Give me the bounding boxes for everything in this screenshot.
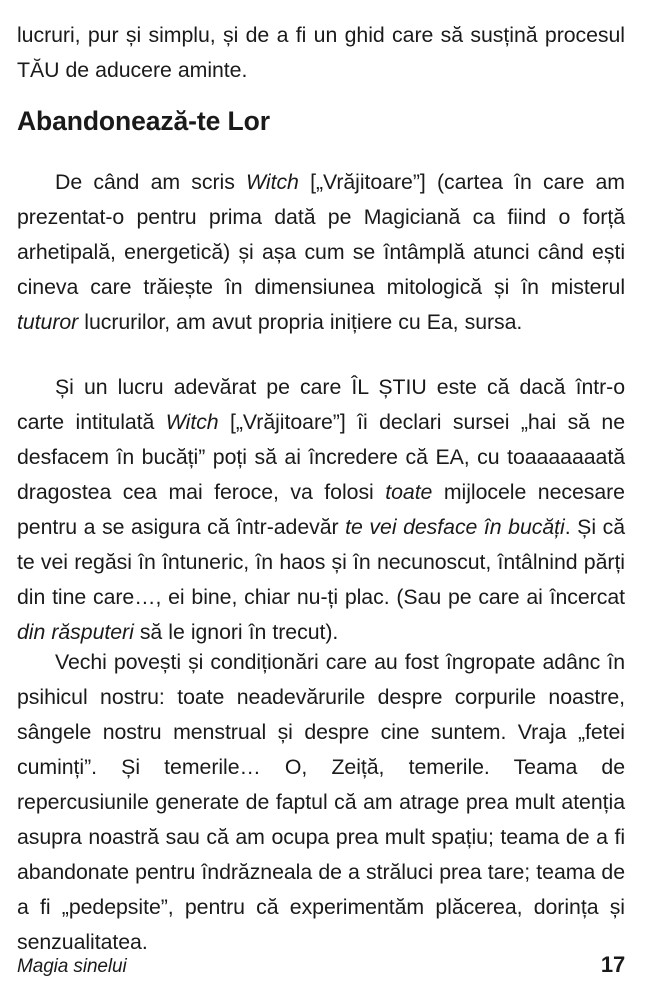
emphasis-text: te vei desface în bucăți: [345, 515, 565, 539]
paragraph-2-block: [17, 370, 625, 650]
continued-paragraph: [17, 18, 625, 88]
paragraph-1-block: [17, 165, 625, 340]
continued-paragraph-block: [17, 18, 625, 88]
body-text: [„Vrăjitoare”] (cartea în care am prezentat-o pentru prima dată pe Magiciană ca fiind o forță arhetipală, energetică) și așa cum se întâmplă atunci când ești cineva care trăiește în dimensiunea mitologică și în misterul: [17, 170, 625, 299]
emphasis-text: toate: [385, 480, 433, 504]
emphasis-text: Witch: [246, 170, 299, 194]
body-text: mijlocele necesare pentru a se asigura că într-adevăr: [17, 480, 625, 539]
section-heading-block: [17, 105, 625, 137]
body-text: [„Vrăjitoare”] îi declari sursei „hai să ne desfacem în bucăți” poți să ai încredere că EA, cu toaaaaaaată dragostea cea mai feroce, va folosi: [17, 410, 625, 504]
body-text: . Și că te vei regăsi în întuneric, în haos și în necunoscut, întâlnind părți din tine care…, ei bine, chiar nu-ți plac. (Sau pe care ai încercat: [17, 515, 626, 609]
page-number: 17: [600, 952, 625, 977]
paragraph-1: [17, 165, 625, 340]
page-footer: [17, 952, 625, 978]
emphasis-text: Witch: [165, 410, 219, 434]
paragraph-2: [17, 370, 625, 650]
section-heading: Abandonează-te Lor: [17, 106, 270, 136]
body-text: lucruri, pur și simplu, și de a fi un ghid care să susțină procesul TĂU de aducere aminte.: [17, 23, 625, 82]
emphasis-text: din răsputeri: [17, 620, 134, 644]
paragraph-3: [17, 645, 625, 960]
body-text: lucrurilor, am avut propria inițiere cu Ea, sursa.: [78, 310, 523, 334]
body-text: Și un lucru adevărat pe care ÎL ȘTIU este că dacă într-o carte intitulată: [17, 375, 625, 434]
body-text: Vechi povești și condiționări care au fost îngropate adânc în psihicul nostru: toate neadevărurile despre corpurile noastre, sângele nostru menstrual și despre cine suntem. Vraja „fetei cuminți”. Și temerile… O, Zeiță, temerile. Teama de repercusiunile generate de faptul că am atrage prea mult atenția asupra noastră sau că am ocupa prea mult spațiu; teama de a fi abandonate pentru îndrăzneala de a străluci prea tare; teama de a fi „pedepsite”, pentru că experimentăm plăcerea, dorința și senzualitatea.: [17, 650, 625, 954]
emphasis-text: tuturor: [17, 310, 79, 334]
running-title: Magia sinelui: [17, 956, 127, 977]
paragraph-3-block: [17, 645, 625, 960]
body-text: să le ignori în trecut).: [133, 620, 339, 644]
body-text: De când am scris: [55, 170, 247, 194]
